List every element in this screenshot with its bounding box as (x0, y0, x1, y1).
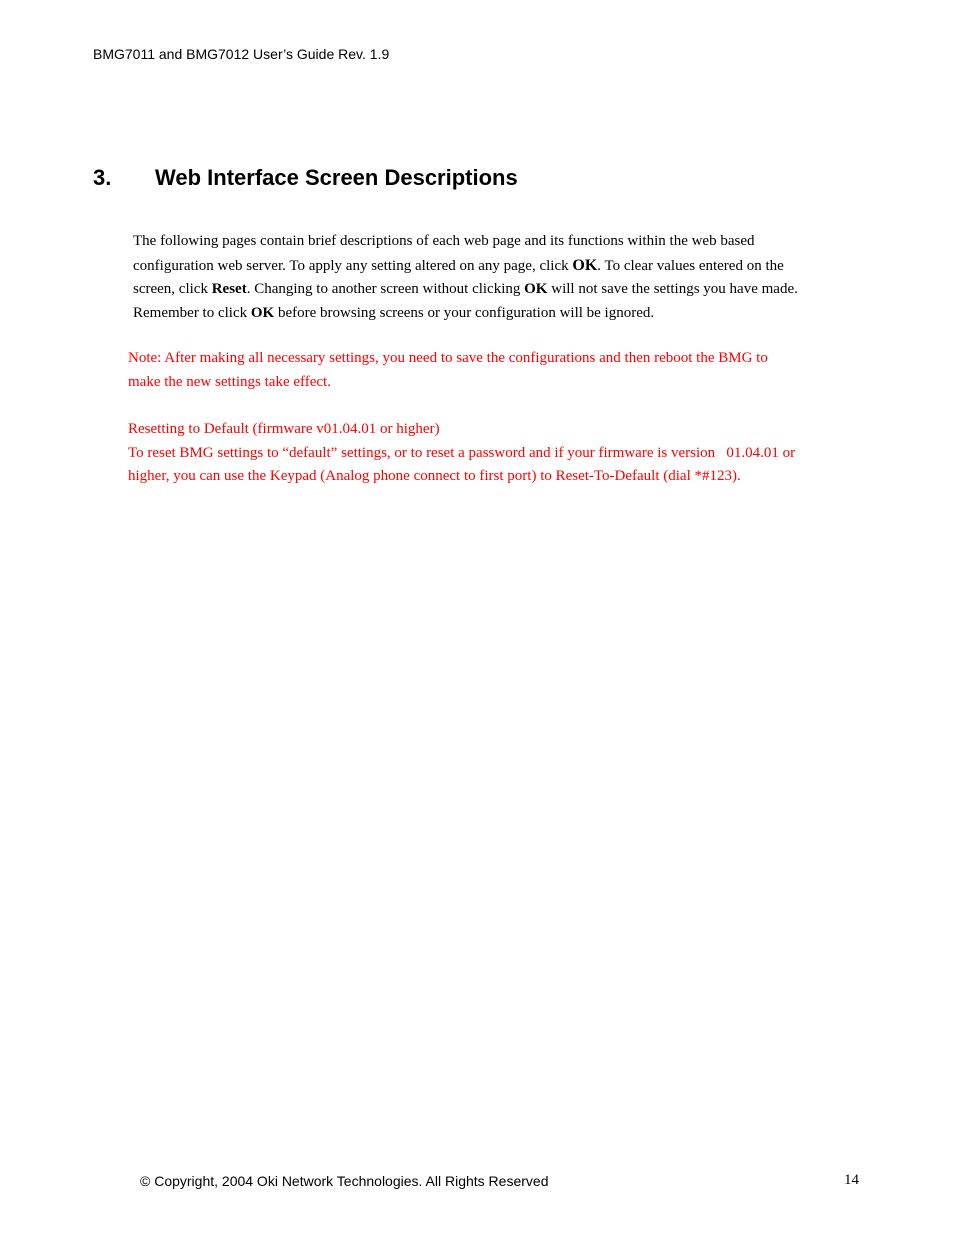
running-header: BMG7011 and BMG7012 User’s Guide Rev. 1.9 (93, 46, 390, 62)
reset-default-line-2: higher, you can use the Keypad (Analog phone connect to first port) to Reset-To-Default (dial *#123). (128, 468, 741, 484)
reset-keyword: Reset (211, 281, 247, 297)
intro-line-4-text-a: Remember to click (133, 304, 251, 321)
intro-line-2-text-b: . To clear values entered on the (597, 257, 784, 274)
intro-line-3-text-c: will not save the settings you have made. (547, 281, 798, 297)
note-paragraph (128, 347, 858, 394)
intro-line-3-text-b: . Changing to another screen without clicking (246, 281, 525, 297)
intro-paragraph (133, 230, 853, 325)
page-number: 14 (844, 1172, 859, 1188)
section-number: 3. (93, 165, 112, 190)
ok-keyword: OK (250, 304, 275, 321)
intro-line-4 (133, 302, 853, 326)
note-line-1: Note: After making all necessary settings, you need to save the configurations and then reboot the BMG to (128, 350, 768, 366)
reset-default-line-1: To reset BMG settings to “default” settings, or to reset a password and if your firmware is version 01.04.01 or (128, 444, 796, 461)
intro-line-4-text-b: before browsing screens or your configuration will be ignored. (274, 304, 655, 321)
intro-line-2-text-a: configuration web server. To apply any setting altered on any page, click (133, 257, 573, 274)
section-heading (93, 165, 518, 191)
intro-line-3 (133, 278, 853, 302)
intro-line-1-text: The following pages contain brief descriptions of each web page and its functions within the web based (133, 233, 755, 249)
section-title: Web Interface Screen Descriptions (155, 165, 518, 190)
intro-line-3-text-a: screen, click (133, 281, 212, 297)
ok-keyword: OK (572, 256, 598, 274)
reset-default-heading: Resetting to Default (firmware v01.04.01 or higher) (128, 421, 440, 437)
note-line-2: make the new settings take effect. (128, 373, 331, 390)
ok-keyword: OK (524, 281, 548, 297)
footer-copyright: © Copyright, 2004 Oki Network Technologies. All Rights Reserved (140, 1173, 549, 1189)
reset-default-paragraph (128, 418, 858, 489)
intro-line-1 (133, 230, 853, 254)
intro-line-2 (133, 254, 853, 279)
